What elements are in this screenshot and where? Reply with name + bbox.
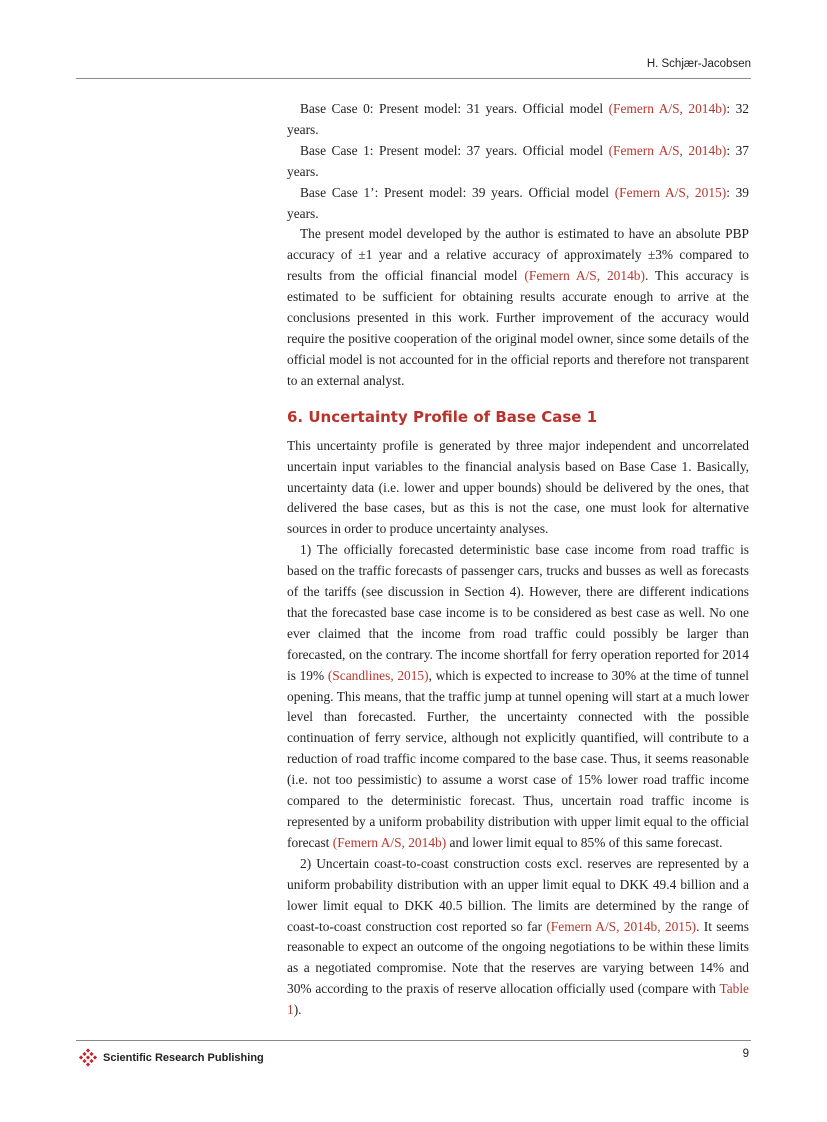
model-accuracy-paragraph: The present model developed by the author is estimated to have an absolute PBP accuracy of ±1 year and a relative accuracy of approximately ±3% compared to results from the official financial model (Femern A/S, 2014b). This accuracy is estimated to be sufficient for obtaining results accurate enough to arrive at the conclusions presented in this work. Further improvement of the accuracy would require the positive cooperation of the original model owner, since some details of the official model is not accounted for in the official reports and therefore not transparent to an external analyst. (287, 226, 750, 388)
citation-link[interactable]: (Femern A/S, 2014b) (608, 101, 727, 116)
uncertainty-intro-paragraph: This uncertainty profile is generated by three major independent and uncorrelated uncertain input variables to the financial analysis based on Base Case 1. Basically, uncertainty data (i.e. lower and upper bounds) should be delivered by the ones, that delivered the base cases, but as this is not the case, one must look for alternative sources in order to produce uncertainty analyses. (287, 437, 749, 537)
scirp-diamond-logo-icon (78, 1048, 98, 1068)
running-header-author: H. Schjær-Jacobsen (646, 58, 751, 70)
base-case-1-line: Base Case 1: Present model: 37 years. Official model (Femern A/S, 2014b): 37 years. (287, 142, 749, 179)
citation-link[interactable]: (Scandlines, 2015) (327, 667, 429, 683)
citation-link[interactable]: (Femern A/S, 2015) (614, 184, 727, 200)
base-case-1-prime-line: Base Case 1’: Present model: 39 years. Official model (Femern A/S, 2015): 39 years. (287, 184, 750, 221)
header-divider (76, 78, 751, 79)
page-number: 9 (742, 1048, 749, 1060)
road-traffic-income-paragraph: 1) The officially forecasted deterministic base case income from road traffic is based on the traffic forecasts of passenger cars, trucks and busses as well as forecasts of the tariffs (see discussion in Section 4). However, there are different indications that the forecasted base case income is to be considered as best case as well. No one ever claimed that the income from road traffic could possibly be larger than forecasted, on the contrary. The income shortfall for ferry operation reported for 2014 is 19% (Scandlines, 2015), which is expected to increase to 30% at the time of tunnel opening. This means, that the traffic jump at tunnel opening will start at a much lower level than forecasted. Further, the uncertainty connected with the possible continuation of ferry service, although not explicitly quantified, will contribute to a reduction of road traffic income compared to the base case. Thus, it seems reasonable (i.e. not too pessimistic) to assume a worst case of 15% lower road traffic income compared to the deterministic forecast. Thus, uncertain road traffic income is represented by a uniform probability distribution with upper limit equal to the official forecast (Femern A/S, 2014b) and lower limit equal to 85% of this same forecast. (287, 542, 749, 850)
section-heading: 6. Uncertainty Profile of Base Case 1 (287, 407, 598, 426)
main-text-column (287, 99, 749, 1021)
citation-link[interactable]: (Femern A/S, 2014b) (332, 834, 447, 850)
citation-link[interactable]: (Femern A/S, 2014b) (608, 142, 727, 158)
footer-divider (76, 1040, 751, 1041)
base-case-0-line: Base Case 0: Present model: 31 years. Official model (Femern A/S, 2014b): 32 years. (287, 101, 749, 137)
table-reference-link[interactable]: Table 1 (287, 981, 749, 1018)
publisher-name: Scientific Research Publishing (103, 1052, 264, 1064)
construction-costs-paragraph: 2) Uncertain coast-to-coast construction costs excl. reserves are represented by a uniform probability distribution with an upper limit equal to DKK 49.4 billion and a lower limit equal to DKK 40.5 billion. The limits are determined by the range of coast-to-coast construction cost reported so far (Femern A/S, 2014b, 2015). It seems reasonable to expect an outcome of the ongoing negotiations to be within these limits as a negotiated compromise. Note that the reserves are varying between 14% and 30% according to the praxis of reserve allocation officially used (compare with Table 1). (287, 855, 750, 1018)
citation-link[interactable]: (Femern A/S, 2014b) (524, 268, 645, 284)
publisher-brand[interactable] (78, 1046, 264, 1070)
citation-link[interactable]: (Femern A/S, 2014b, 2015) (546, 918, 697, 934)
